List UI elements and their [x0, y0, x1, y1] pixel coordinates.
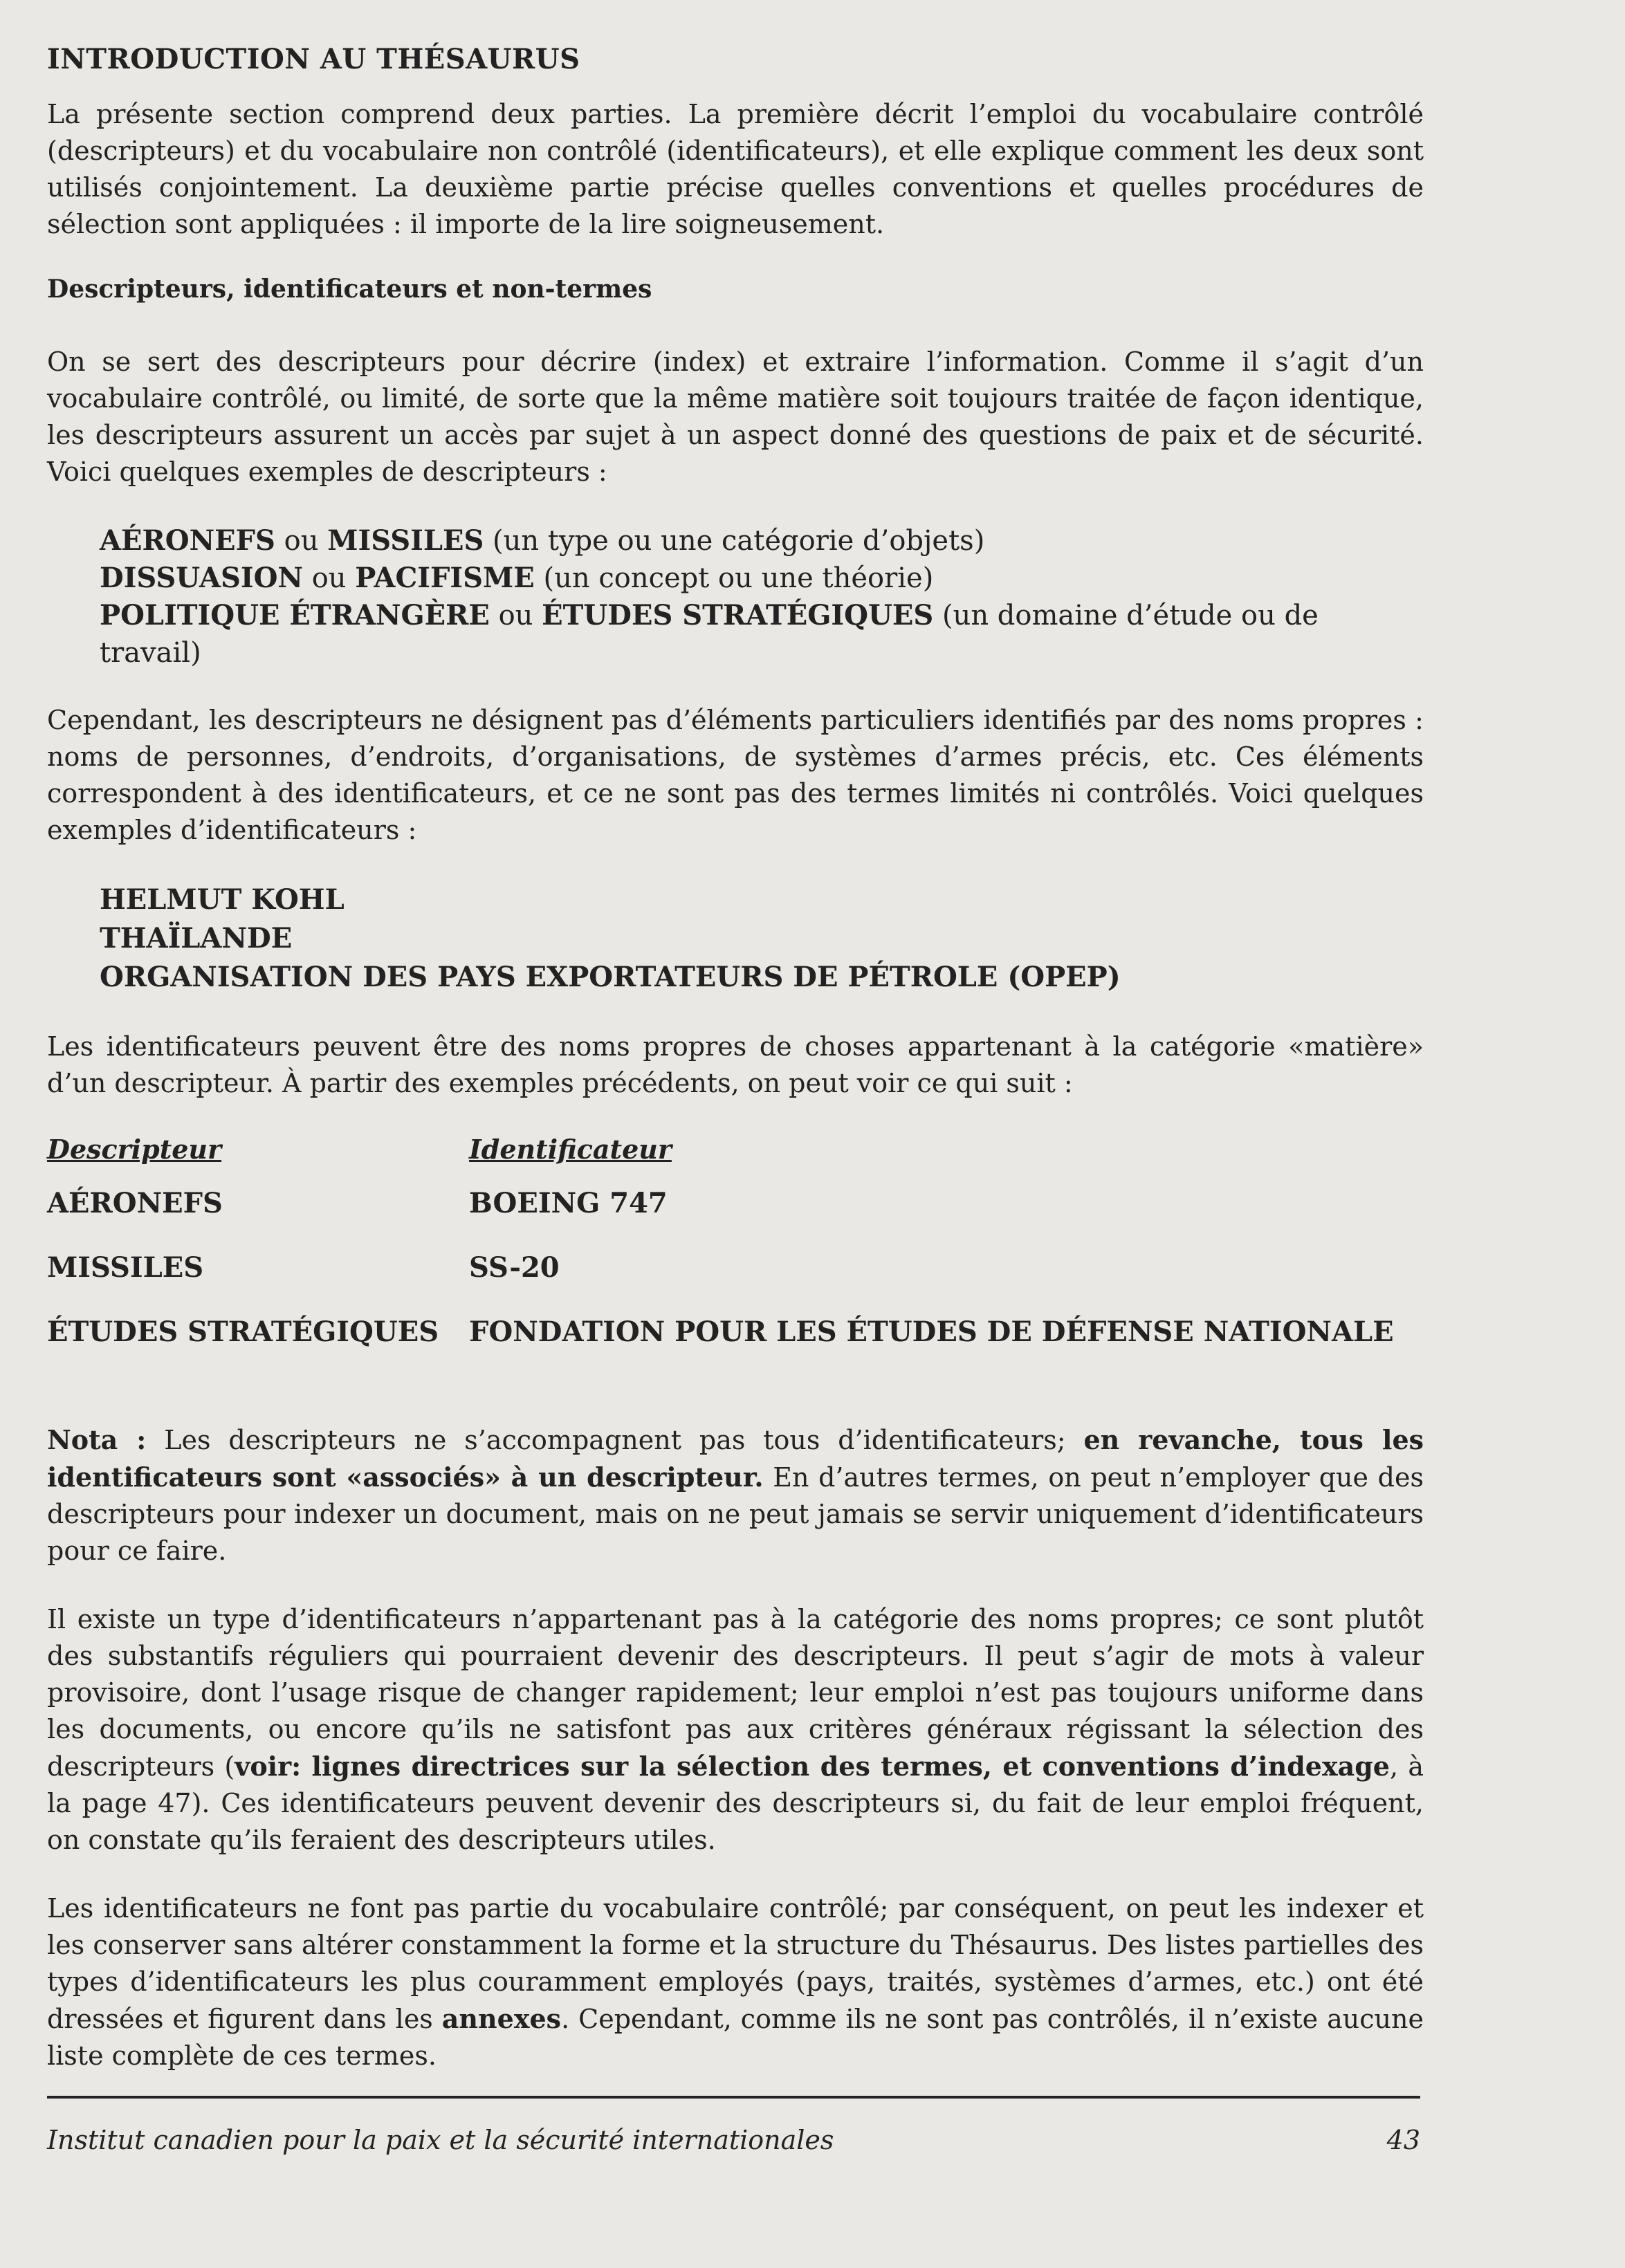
intro-paragraph: La présente section comprend deux parties. La première décrit l’emploi du vocabulaire contrôlé (descripteurs) et du vocabulaire non contrôlé (identificateurs), et elle explique comment les deux sont utilisés conjointement. La deuxième partie précise quelles conventions et quelles procédures de sélection sont appliquées : il importe de la lire soigneusement.: [47, 99, 1424, 239]
section-heading: Descripteurs, identificateurs et non-termes: [47, 275, 652, 304]
page-footer: [47, 2125, 1420, 2155]
descriptor-example: DISSUASION ou PACIFISME (un concept ou une théorie): [100, 562, 934, 594]
page-number: 43: [1386, 2125, 1420, 2155]
descriptor-examples: [100, 522, 1424, 672]
descriptors-paragraph: On se sert des descripteurs pour décrire (index) et extraire l’information. Comme il s’agit d’un vocabulaire contrôlé, ou limité, de sorte que la même matière soit toujours traitée de façon identique, les descripteurs assurent un accès par sujet à un aspect donné des questions de paix et de sécurité. Voici quelques exemples de descripteurs :: [47, 347, 1424, 487]
table-row: MISSILES SS-20: [47, 1251, 560, 1284]
footer-rule: [47, 2096, 1420, 2099]
identifier-example: HELMUT KOHL: [100, 883, 345, 916]
descriptor-identifier-table: [47, 1134, 1394, 1380]
column-header-descripteur: Descripteur: [47, 1134, 222, 1165]
descriptor-example: AÉRONEFS ou MISSILES (un type ou une catégorie d’objets): [100, 524, 985, 557]
footer-institution: Institut canadien pour la paix et la sécurité internationales: [47, 2125, 834, 2155]
page-title: INTRODUCTION AU THÉSAURUS: [47, 43, 580, 75]
identifier-type-paragraph: Il existe un type d’identificateurs n’appartenant pas à la catégorie des noms propres; ce sont plutôt des substantifs réguliers qui pourraient devenir des descripteurs. Il peut s’agir de mots à valeur provisoire, dont l’usage risque de changer rapidement; leur emploi n’est pas toujours uniforme dans les documents, ou encore qu’ils ne satisfont pas aux critères généraux régissant la sélection des descripteurs (voir: lignes directrices sur la sélection des termes, et conventions d’indexage, à la page 47). Ces identificateurs peuvent devenir des descripteurs si, du fait de leur emploi fréquent, on constate qu’ils feraient des descripteurs utiles.: [47, 1604, 1424, 1855]
document-page: [47, 43, 1424, 2106]
matter-paragraph: Les identificateurs peuvent être des noms propres de choses appartenant à la catégorie «matière» d’un descripteur. À partir des exemples précédents, on peut voir ce qui suit :: [47, 1031, 1424, 1098]
controlled-vocabulary-paragraph: Les identificateurs ne font pas partie du vocabulaire contrôlé; par conséquent, on peut les indexer et les conserver sans altérer constamment la forme et la structure du Thésaurus. Des listes partielles des types d’identificateurs les plus couramment employés (pays, traités, systèmes d’armes, etc.) ont été dressées et figurent dans les annexes. Cependant, comme ils ne sont pas contrôlés, il n’existe aucune liste complète de ces termes.: [47, 1893, 1424, 2071]
nota-paragraph: Nota : Les descripteurs ne s’accompagnent pas tous d’identificateurs; en revanche, tous les identificateurs sont «associés» à un descripteur. En d’autres termes, on peut n’employer que des descripteurs pour indexer un document, mais on ne peut jamais se servir uniquement d’identificateurs pour ce faire.: [47, 1424, 1424, 1566]
identifier-examples: [100, 881, 1424, 997]
table-row: ÉTUDES STRATÉGIQUES FONDATION POUR LES ÉTUDES DE DÉFENSE NATIONALE: [47, 1316, 1394, 1348]
table-row: AÉRONEFS BOEING 747: [47, 1187, 668, 1219]
descriptor-example: POLITIQUE ÉTRANGÈRE ou ÉTUDES STRATÉGIQUES (un domaine d’étude ou de travail): [100, 599, 1319, 669]
column-header-identificateur: Identificateur: [469, 1134, 672, 1165]
identifiers-paragraph: Cependant, les descripteurs ne désignent pas d’éléments particuliers identifiés par des noms propres : noms de personnes, d’endroits, d’organisations, de systèmes d’armes précis, etc. Ces éléments correspondent à des identificateurs, et ce ne sont pas des termes limités ni contrôlés. Voici quelques exemples d’identificateurs :: [47, 705, 1424, 845]
identifier-example: ORGANISATION DES PAYS EXPORTATEURS DE PÉTROLE (OPEP): [100, 961, 1121, 993]
identifier-example: THAÏLANDE: [100, 922, 293, 955]
nota-label: Nota :: [47, 1424, 147, 1455]
